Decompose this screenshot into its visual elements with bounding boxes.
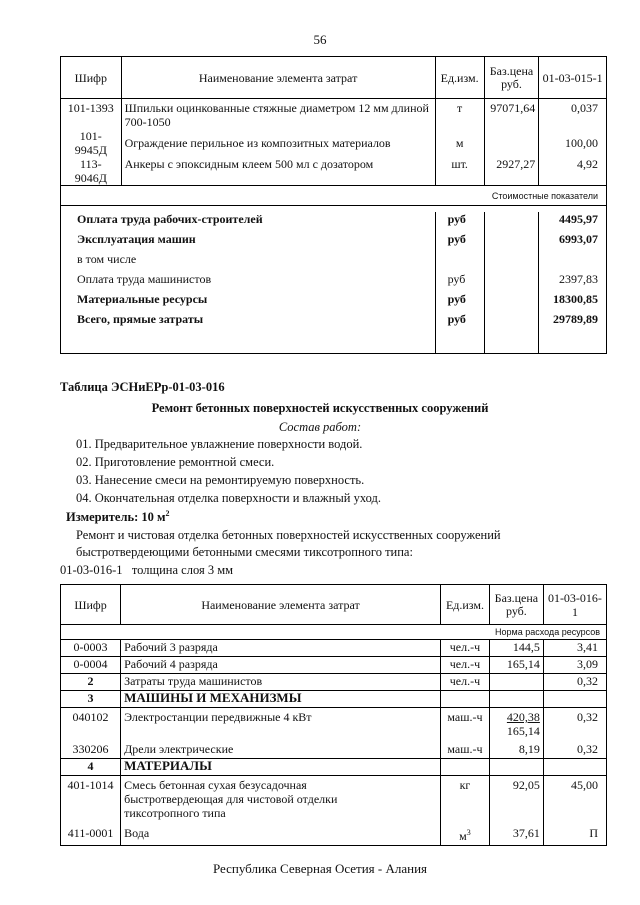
description-line: быстротвердеющими бетонными смесями тиксотропного типа: [76, 545, 413, 559]
cost-row [61, 212, 607, 232]
row-name: Электростанции передвижные 4 кВт [121, 708, 441, 742]
meter-sup: 2 [165, 509, 170, 518]
row-value: 0,32 [577, 741, 598, 756]
row-value: 45,00 [571, 778, 598, 792]
cost-unit: руб [435, 212, 484, 232]
cost-row [61, 272, 607, 292]
cost-unit: руб [435, 232, 484, 252]
row-name: Дрели электрические [121, 742, 441, 759]
cost-unit: руб [435, 292, 484, 312]
row-price-primary: 420,38 [506, 710, 540, 724]
section-row [61, 691, 607, 708]
row-unit: маш.-ч [441, 708, 490, 742]
table-row [61, 657, 607, 674]
row-code: 4 [61, 759, 121, 776]
row-name: Шпильки оцинкованные стяжные диаметром 12 мм длиной 700-1050 [121, 99, 435, 130]
row-code: 0-0004 [61, 657, 121, 674]
row-price [489, 674, 543, 691]
row-value: 0,32 [577, 674, 598, 688]
cost-name: в том числе [61, 252, 436, 272]
row-name: Ограждение перильное из композитных материалов [121, 129, 435, 157]
table-row [61, 99, 607, 130]
meter-text: Измеритель: 10 м [66, 510, 166, 525]
header-code: Шифр [61, 57, 122, 99]
row-unit-cell [441, 826, 490, 846]
row-unit: чел.-ч [441, 657, 490, 674]
resource-table-01-03-016 [60, 584, 607, 846]
header-name: Наименование элемента затрат [121, 585, 441, 625]
row-unit: шт. [435, 157, 484, 186]
work-step: 01. Предварительное увлажнение поверхности водой. [76, 437, 363, 451]
table-row [61, 129, 607, 157]
row-price: 144,5 [489, 640, 543, 657]
row-code: 101-9945Д [61, 129, 122, 157]
row-value: 100,00 [565, 136, 598, 150]
work-step: 03. Нанесение смеси на ремонтируемую поверхность. [76, 473, 365, 487]
row-unit-sup: 3 [466, 827, 471, 837]
row-code: 411-0001 [61, 826, 121, 846]
row-value: 0,037 [571, 101, 598, 115]
row-code: 3 [61, 691, 121, 708]
cost-value: 29789,89 [553, 311, 598, 326]
row-price: 2927,27 [484, 157, 538, 186]
row-unit: кг [441, 776, 490, 826]
header-rate-id: 01-03-015-1 [542, 70, 603, 85]
row-code: 113-9046Д [61, 157, 122, 186]
row-code: 101-1393 [61, 99, 122, 130]
header-price-label: Баз.цена руб. [489, 63, 534, 91]
row-name: Рабочий 3 разряда [121, 640, 441, 657]
row-unit: м [435, 129, 484, 157]
work-step: 04. Окончательная отделка поверхности и влажный уход. [76, 491, 381, 505]
meter-label [66, 509, 170, 525]
row-price [489, 708, 543, 742]
cost-unit: руб [435, 312, 484, 332]
cost-value: 6993,07 [559, 231, 598, 246]
table-row [61, 157, 607, 186]
table-row [61, 640, 607, 657]
row-code: 040102 [61, 708, 121, 742]
row-price: 8,19 [489, 742, 543, 759]
description-line: Ремонт и чистовая отделка бетонных поверхностей искусственных сооружений [76, 528, 501, 542]
cost-name: Всего, прямые затраты [61, 312, 436, 332]
row-unit: м [459, 828, 467, 843]
norm-header: Норма расхода ресурсов [495, 627, 600, 637]
section-row [61, 759, 607, 776]
cost-value: 18300,85 [553, 291, 598, 306]
row-code: 401-1014 [61, 776, 121, 826]
row-name: Смесь бетонная сухая безусадочная быстротвердеющая для чистовой отделки тиксотропного типа [121, 776, 441, 826]
footer-region: Республика Северная Осетия - Алания [212, 861, 428, 876]
header-price: Баз.цена руб. [489, 585, 543, 625]
cost-name: Оплата труда машинистов [61, 272, 436, 292]
section-subtitle: Ремонт бетонных поверхностей искусственных сооружений [151, 401, 489, 415]
cost-indicators-header: Стоимостные показатели [491, 190, 598, 201]
row-value: 3,09 [577, 657, 598, 671]
header-code: Шифр [61, 585, 121, 625]
row-code: 330206 [61, 742, 121, 759]
row-price [484, 129, 538, 157]
row-name: Затраты труда машинистов [121, 674, 441, 691]
cost-name: Материальные ресурсы [61, 292, 436, 312]
row-unit: чел.-ч [441, 674, 490, 691]
row-name: Анкеры с эпоксидным клеем 500 мл с дозатором [121, 157, 435, 186]
row-price: 37,61 [489, 826, 543, 846]
cost-value: 4495,97 [559, 211, 598, 226]
work-step: 02. Приготовление ремонтной смеси. [76, 455, 275, 469]
header-rate-id: 01-03-016-1 [547, 590, 602, 619]
table-row [61, 826, 607, 846]
table-row [61, 776, 607, 826]
header-unit: Ед.изм. [441, 585, 490, 625]
cost-value: 2397,83 [559, 271, 598, 286]
row-price: 97071,64 [484, 99, 538, 130]
row-price: 165,14 [489, 657, 543, 674]
cost-table-01-03-015 [60, 56, 607, 354]
table-row [61, 708, 607, 742]
row-value: П [589, 825, 598, 840]
header-name: Наименование элемента затрат [121, 57, 435, 99]
cost-row [61, 252, 607, 272]
cost-row [61, 312, 607, 332]
table-title: Таблица ЭСНиЕРр-01-03-016 [60, 380, 225, 394]
cost-unit: руб [435, 272, 484, 292]
works-title: Состав работ: [278, 420, 362, 434]
row-value: 0,32 [577, 710, 598, 724]
row-unit: чел.-ч [441, 640, 490, 657]
row-code: 0-0003 [61, 640, 121, 657]
row-value: 4,92 [577, 157, 598, 171]
row-name: МАШИНЫ И МЕХАНИЗМЫ [121, 691, 441, 708]
row-name: Рабочий 4 разряда [121, 657, 441, 674]
variant-label: 01-03-016-1 толщина слоя 3 мм [60, 563, 234, 577]
row-name: Вода [121, 826, 441, 846]
row-code: 2 [61, 674, 121, 691]
cost-name: Эксплуатация машин [61, 232, 436, 252]
cost-row [61, 292, 607, 312]
table-row [61, 674, 607, 691]
header-price [484, 57, 538, 99]
row-unit: т [435, 99, 484, 130]
row-price: 92,05 [489, 776, 543, 826]
table-row [61, 742, 607, 759]
row-unit: маш.-ч [441, 742, 490, 759]
row-name: МАТЕРИАЛЫ [121, 759, 441, 776]
cost-row [61, 232, 607, 252]
page-number: 56 [313, 32, 327, 47]
header-unit: Ед.изм. [435, 57, 484, 99]
row-price-secondary: 165,14 [506, 724, 540, 738]
cost-name: Оплата труда рабочих-строителей [61, 212, 436, 232]
row-value: 3,41 [577, 640, 598, 654]
